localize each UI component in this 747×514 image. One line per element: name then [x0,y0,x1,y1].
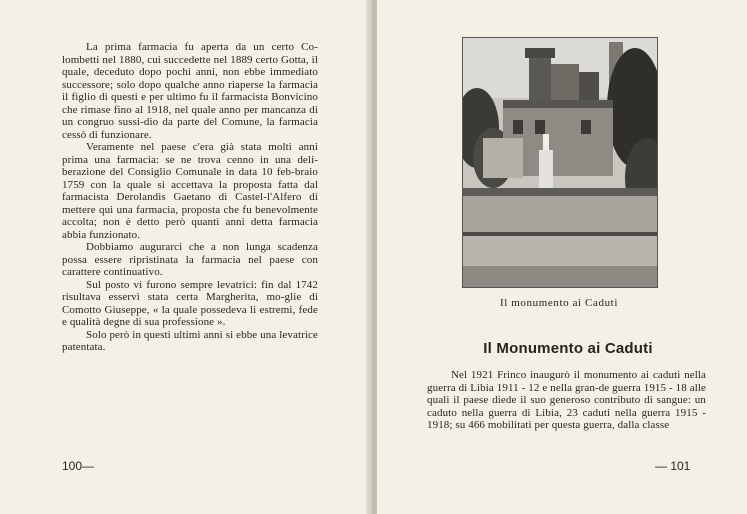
paragraph: Veramente nel paese c'era già stata molti anni prima una farmacia: se ne trova cenno in una deli-berazione del Consiglio Comunale in data 10 feb-braio 1759 con la quale si accettava la proposta fatta dal farmacista Derolandis Gaetano di Castel-l'Alfero di mettere qui una farmacia, proposta che fu benevolmente accolta; non è detto però quanti anni detta farmacia abbia funzionato. [62,141,318,241]
paragraph: Sul posto vi furono sempre levatrici: fin dal 1742 risultava esservi stata certa Margherita, mo-glie di Comotto Giuseppe, « la quale possedeva li estremi, fede e qualità degne di sua professione ». [62,278,318,328]
paragraph: Solo però in questi ultimi anni si ebbe una levatrice patentata. [62,328,318,353]
photo-caption: Il monumento ai Caduti [500,297,618,309]
paragraph: Dobbiamo augurarci che a non lunga scadenza possa essere ripristinata la farmacia nel paese con carattere continuativo. [62,241,318,278]
monument-photo [462,37,658,288]
paragraph: La prima farmacia fu aperta da un certo Co-lombetti nel 1880, cui succedette nel 1889 certo Gotta, il quale, deceduto dopo pochi anni, non ebbe immediato successore; solo dopo qualche anno riaperse la farmacia il figlio di questi e per ultimo fu il farmacista Bonvicino che rimase fino al 1918, nel quale anno per mancanza di un congruo sussi-dio da parte del Comune, la farmacia cessò di funzionare. [62,41,318,141]
left-page [0,0,370,514]
section-title: Il Monumento ai Caduti [483,340,653,357]
monument-photo-illustration [463,38,657,287]
left-page-body [62,41,318,354]
page-number-left: 100— [62,459,95,473]
page-number-right: — 101 [655,459,691,473]
paragraph: Nel 1921 Frinco inaugurò il monumento ai caduti nella guerra di Libia 1911 - 12 e nella gran-de guerra 1915 - 18 alle quali il paese diede il suo generoso contributo di sangue: un caduto nella guerra di Libia, 23 caduti nella guerra 1915 - 1918; su 466 mobilitati per questa guerra, dalla classe [427,369,706,431]
right-page-body [427,369,706,432]
